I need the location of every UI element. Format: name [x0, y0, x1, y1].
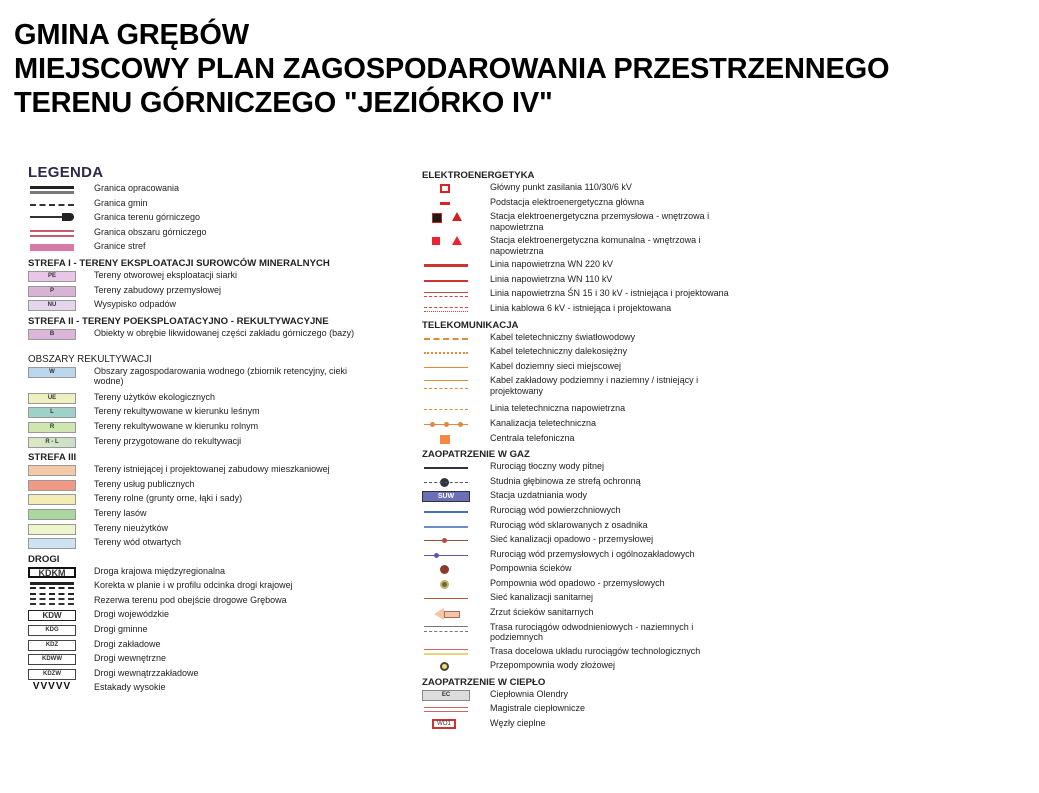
legend-label: Pompownia wód opadowo - przemysłowych: [490, 577, 665, 588]
stacja-przemyslowa-symbol: [422, 212, 470, 223]
legend-label: Tereny rekultywowane w kierunku rolnym: [94, 420, 259, 431]
rurociag-przemyslowy-symbol: [422, 550, 470, 561]
legend-item: [422, 332, 762, 347]
legend-item: [28, 227, 373, 242]
legend-item: [28, 241, 373, 256]
legend-item: [422, 182, 762, 197]
legend-item: [28, 366, 373, 392]
legend-item: [422, 622, 762, 646]
area-nu-swatch: NU: [28, 300, 76, 311]
legend-label: Wysypisko odpadów: [94, 299, 176, 310]
legend-item: [422, 433, 762, 448]
legend-label: Zrzut ścieków sanitarnych: [490, 607, 594, 618]
legend-item: [422, 403, 762, 418]
legend-item: [422, 534, 762, 549]
legend-label: Rurociąg wód powierzchniowych: [490, 504, 621, 515]
road-kdw-symbol: KDW: [28, 610, 76, 621]
legend-label: Linia napowietrzna WN 110 kV: [490, 273, 613, 284]
legend-label: Stacja uzdatniania wody: [490, 490, 588, 501]
boundary-gmin-symbol: [28, 199, 76, 210]
legend-item: [422, 660, 762, 675]
legend-item: [422, 418, 762, 433]
pompownia-opadowa-symbol: [422, 579, 470, 590]
rurociag-powierzchniowy-symbol: [422, 506, 470, 517]
legend-label: Tereny przygotowane do rekultywacji: [94, 435, 242, 446]
linia-kablowa-symbol: [422, 304, 470, 315]
area-uslugi-swatch: [28, 480, 76, 491]
legend-item: [422, 549, 762, 564]
legend-item: [422, 689, 762, 704]
area-b-swatch: B: [28, 329, 76, 340]
legend-item: [422, 490, 762, 505]
legend-label: Tereny nieużytków: [94, 522, 169, 533]
legend-right-column: [422, 168, 762, 733]
legend-item: [422, 461, 762, 476]
legend-label: Pompownia ścieków: [490, 563, 572, 574]
legend-item: [28, 183, 373, 198]
legend-label: Sieć kanalizacji sanitarnej: [490, 592, 594, 603]
legend-item: [422, 274, 762, 289]
legend-item: [422, 607, 762, 622]
title-line-2: MIEJSCOWY PLAN ZAGOSPODAROWANIA PRZESTRZENNEGO: [14, 53, 890, 85]
gpz-symbol: [422, 183, 470, 194]
legend-item: [28, 653, 373, 668]
legend-item: [422, 211, 762, 235]
road-kdg-symbol: KDG: [28, 625, 76, 636]
legend-label: Kabel zakładowy podziemny i naziemny / istniejący i projektowany: [490, 375, 699, 396]
legend-label: Tereny użytków ekologicznych: [94, 391, 216, 402]
area-nieuzytki-swatch: [28, 524, 76, 535]
kabel-doziemny-symbol: [422, 362, 470, 373]
trasa-odwodnieniowa-symbol: [422, 623, 470, 634]
legend-item: [28, 508, 373, 523]
legend-item: [422, 361, 762, 376]
legend-label: Drogi zakładowe: [94, 638, 161, 649]
legend-label: Trasa rurociągów odwodnieniowych - naziemnych i podziemnych: [490, 621, 694, 643]
boundary-teren-gorniczy-symbol: [28, 213, 76, 224]
legend-label: Obiekty w obrębie likwidowanej części zakładu górniczego (bazy): [94, 327, 355, 338]
podstacja-symbol: [422, 198, 470, 209]
area-r-swatch: R: [28, 422, 76, 433]
section-drogi: DROGI: [28, 553, 60, 565]
legend-label: Studnia głębinowa ze strefą ochronną: [490, 475, 641, 486]
section-zaopatrzenie-gaz: ZAOPATRZENIE W GAZ: [422, 449, 530, 461]
legend-item: [28, 668, 373, 683]
road-kdzw-symbol: KDZW: [28, 669, 76, 680]
title-line-3: TERENU GÓRNICZEGO "JEZIÓRKO IV": [14, 87, 553, 119]
legend-label: Trasa docelowa układu rurociągów technologicznych: [490, 645, 701, 656]
legend-title: LEGENDA: [28, 164, 104, 181]
legend-item: [28, 299, 373, 314]
area-rl-swatch: R - L: [28, 437, 76, 448]
legend-label: Magistrale ciepłownicze: [490, 703, 586, 714]
kanalizacja-sanitarna-symbol: [422, 593, 470, 604]
kabel-zakladowy-symbol: [422, 376, 470, 396]
legend-label: Rurociąg wód sklarowanych z osadnika: [490, 519, 648, 530]
legend-item: [422, 259, 762, 274]
section-strefa-2: STREFA II - TERENY POEKSPLOATACYJNO - REKULTYWACYJNE: [28, 315, 329, 327]
legend-label: Podstacja elektroenergetyczna główna: [490, 196, 645, 207]
legend-item: [28, 436, 373, 451]
legend-label: Kanalizacja teletechniczna: [490, 417, 597, 428]
trasa-docelowa-symbol: [422, 647, 470, 658]
legend-item: [422, 646, 762, 661]
legend-item: [28, 421, 373, 436]
legend-label: Korekta w planie i w profilu odcinka drogi krajowej: [94, 580, 293, 591]
legend-label: Linia kablowa 6 kV - istniejąca i projektowana: [490, 302, 672, 313]
road-korekta-symbol: [28, 581, 76, 592]
map-title: [14, 18, 889, 120]
legend-item: [422, 288, 762, 303]
section-obszary-rekultywacji: OBSZARY REKULTYWACJI: [28, 353, 152, 365]
legend-item: [422, 520, 762, 535]
legend-label: Granica obszaru górniczego: [94, 226, 207, 237]
road-rezerwa-symbol: [28, 596, 76, 607]
legend-item: [28, 682, 373, 697]
legend-item: [28, 285, 373, 300]
legend-label: Rezerwa terenu pod obejście drogowe Grębowa: [94, 594, 287, 605]
legend-item: [422, 375, 762, 403]
legend-item: [422, 303, 762, 318]
legend-item: [28, 595, 373, 610]
legend-item: [422, 578, 762, 593]
legend-label: Tereny lasów: [94, 507, 147, 518]
stacja-komunalna-symbol: [422, 236, 470, 247]
legend-item: [28, 566, 373, 581]
section-telekomunikacja: TELEKOMUNIKACJA: [422, 319, 519, 331]
studnia-symbol: [422, 477, 470, 488]
kanalizacja-teletechniczna-symbol: [422, 419, 470, 430]
legend-item: [422, 703, 762, 718]
legend-label: Rurociąg tłoczny wody pitnej: [490, 461, 605, 472]
rurociag-sklarowany-symbol: [422, 521, 470, 532]
legend-label: Tereny rolne (grunty orne, łąki i sady): [94, 493, 243, 504]
boundary-obszar-gorniczy-symbol: [28, 228, 76, 239]
kabel-swiatlowod-symbol: [422, 333, 470, 344]
legend-label: Tereny usług publicznych: [94, 478, 195, 489]
legend-item: [422, 563, 762, 578]
legend-label: Tereny otworowej eksploatacji siarki: [94, 269, 238, 280]
legend-label: Centrala telefoniczna: [490, 432, 575, 443]
boundary-strefy-symbol: [28, 242, 76, 253]
legend-item: [422, 592, 762, 607]
area-l-swatch: L: [28, 407, 76, 418]
legend-label: Ciepłownia Olendry: [490, 688, 569, 699]
linia-teletechniczna-symbol: [422, 404, 470, 415]
legend-item: [422, 718, 762, 733]
legend-item: [28, 639, 373, 654]
legend-label: Granica opracowania: [94, 183, 180, 193]
linia-110kv-symbol: [422, 275, 470, 286]
legend-label: Przepompownia wody złożowej: [490, 660, 616, 671]
legend-item: [28, 580, 373, 595]
cieplownia-symbol: EC: [422, 690, 470, 701]
legend-item: [28, 609, 373, 624]
legend-item: [422, 505, 762, 520]
legend-left-column: [28, 162, 373, 697]
legend-label: Tereny rekultywowane w kierunku leśnym: [94, 406, 260, 417]
area-lasy-swatch: [28, 509, 76, 520]
area-p-swatch: P: [28, 286, 76, 297]
legend-label: Drogi wewnętrzne: [94, 653, 167, 664]
legend-label: Linia napowietrzna ŚN 15 i 30 kV - istniejąca i projektowana: [490, 288, 729, 299]
legend-label: Drogi wojewódzkie: [94, 609, 170, 620]
area-ue-swatch: UE: [28, 393, 76, 404]
legend-label: Węzły cieplne: [490, 718, 546, 729]
przepompownia-symbol: [422, 661, 470, 672]
legend-item: [28, 212, 373, 227]
legend-label: Kabel doziemny sieci miejscowej: [490, 360, 622, 371]
legend-label: Obszary zagospodarowania wodnego (zbiornik retencyjny, cieki wodne): [94, 365, 347, 387]
road-kdz-symbol: KDZ: [28, 640, 76, 651]
legend-item: [422, 235, 762, 259]
boundary-opracowania-symbol: [28, 184, 76, 195]
linia-220kv-symbol: [422, 260, 470, 271]
legend-label: Granica terenu górniczego: [94, 212, 201, 223]
legend-item: [28, 198, 373, 213]
legend-label: Linia napowietrzna WN 220 kV: [490, 259, 614, 270]
legend-item: [28, 406, 373, 421]
area-mieszkaniowa-swatch: [28, 465, 76, 476]
area-rolne-swatch: [28, 494, 76, 505]
legend-label: Tereny zabudowy przemysłowej: [94, 284, 222, 295]
centrala-telefoniczna-symbol: [422, 434, 470, 445]
wezel-cieplny-symbol: WO1: [422, 719, 470, 730]
kanalizacja-opadowa-symbol: [422, 535, 470, 546]
legend-item: [422, 197, 762, 212]
legend-label: Granice stref: [94, 241, 146, 252]
linia-sn-symbol: [422, 289, 470, 300]
road-kdww-symbol: KDWW: [28, 654, 76, 665]
legend-item: [28, 537, 373, 552]
area-wody-swatch: [28, 538, 76, 549]
legend-label: Sieć kanalizacji opadowo - przemysłowej: [490, 534, 654, 545]
legend-item: [28, 479, 373, 494]
pompownia-sciekow-symbol: [422, 564, 470, 575]
road-kdkm-symbol: KDKM: [28, 567, 76, 578]
legend-item: [28, 493, 373, 508]
title-line-1: GMINA GRĘBÓW: [14, 19, 249, 51]
section-strefa-1: STREFA I - TERENY EKSPLOATACJI SUROWCÓW MINERALNYCH: [28, 257, 330, 269]
legend-label: Linia teletechniczna napowietrzna: [490, 403, 626, 414]
section-elektroenergetyka: ELEKTROENERGETYKA: [422, 170, 535, 181]
legend-label: Tereny wód otwartych: [94, 537, 182, 548]
legend-label: Droga krajowa międzyregionalna: [94, 565, 226, 576]
section-strefa-3: STREFA III: [28, 452, 77, 464]
legend-label: Granica gmin: [94, 197, 148, 208]
kabel-dalekosiezny-symbol: [422, 347, 470, 358]
magistrala-symbol: [422, 704, 470, 715]
zrzut-arrow-icon: [422, 608, 470, 619]
legend-item: [28, 523, 373, 538]
legend-label: Rurociąg wód przemysłowych i ogólnozakładowych: [490, 548, 695, 559]
legend-item: [28, 392, 373, 407]
legend-label: Drogi gminne: [94, 624, 148, 635]
legend-item: [28, 624, 373, 639]
legend-label: Kabel teletechniczny dalekosiężny: [490, 346, 628, 357]
legend-item: [28, 270, 373, 285]
legend-label: Estakady wysokie: [94, 682, 166, 693]
legend-label: Kabel teletechniczny światłowodowy: [490, 331, 636, 342]
legend-label: Główny punkt zasilania 110/30/6 kV: [490, 182, 632, 192]
suw-symbol: SUW: [422, 491, 470, 502]
estakada-symbol: VVVVV: [32, 681, 72, 693]
legend-label: Drogi wewnątrzzakładowe: [94, 667, 199, 678]
legend-item: [28, 464, 373, 479]
area-w-swatch: W: [28, 367, 76, 378]
legend-item: [422, 476, 762, 491]
legend-label: Stacja elektroenergetyczna przemysłowa - wnętrzowa i napowietrzna: [490, 211, 710, 232]
legend-item: [28, 328, 373, 352]
area-pe-swatch: PE: [28, 271, 76, 282]
section-zaopatrzenie-cieplo: ZAOPATRZENIE W CIEPŁO: [422, 676, 546, 688]
rurociag-tloczny-symbol: [422, 462, 470, 473]
legend-label: Tereny istniejącej i projektowanej zabudowy mieszkaniowej: [94, 464, 330, 475]
legend-item: [422, 346, 762, 361]
legend-label: Stacja elektroenergetyczna komunalna - wnętrzowa i napowietrzna: [490, 235, 701, 256]
